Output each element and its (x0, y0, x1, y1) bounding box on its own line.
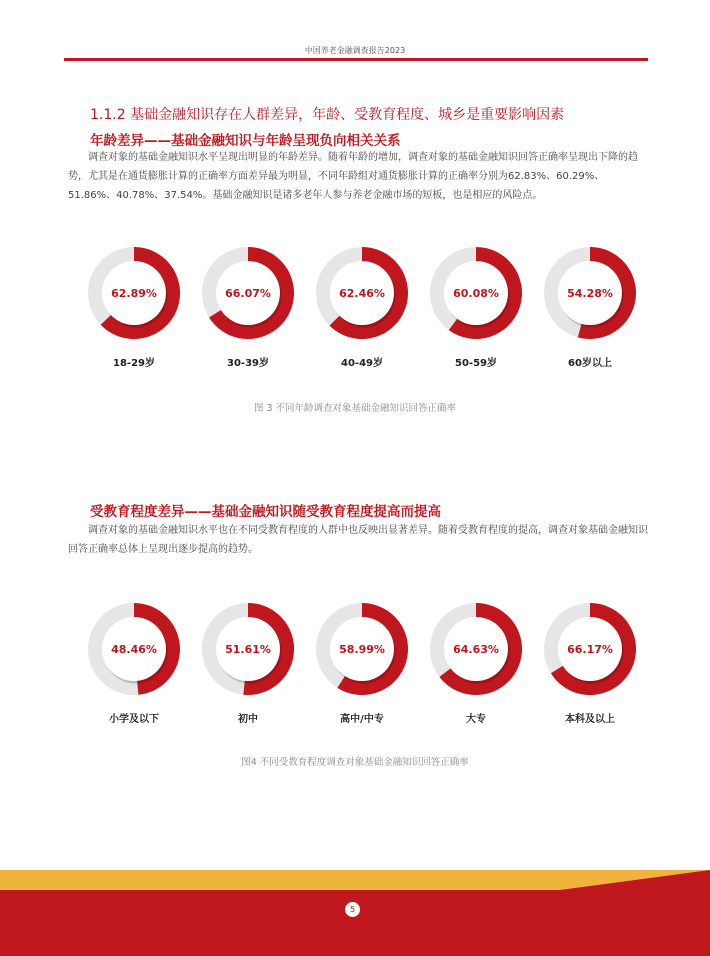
header-rule (64, 58, 648, 61)
header-title: 中国养老金融调查报告2023 (304, 46, 406, 55)
donut-svg (540, 599, 640, 699)
donut-value-label: 62.89% (111, 287, 157, 300)
donut-value-label: 54.28% (567, 287, 613, 300)
donut-value-label: 66.17% (567, 643, 613, 656)
donut-item (84, 243, 184, 373)
education-heading: 受教育程度差异——基础金融知识随受教育程度提高而提高 (90, 504, 441, 520)
donut-category-label: 50-59岁 (455, 358, 497, 369)
age-paragraph (68, 148, 648, 205)
donut-svg (84, 599, 184, 699)
donut-item (84, 599, 184, 729)
donut-svg (312, 243, 412, 343)
donut-svg (198, 243, 298, 343)
donut-category-label: 40-49岁 (341, 358, 383, 369)
donut-category-label: 高中/中专 (340, 714, 384, 725)
donut-svg (312, 599, 412, 699)
donut-value-label: 48.46% (111, 643, 157, 656)
donut-category-label: 初中 (238, 714, 258, 725)
section-heading: 1.1.2 基础金融知识存在人群差异，年龄、受教育程度、城乡是重要影响因素 (90, 107, 565, 123)
donut-category-label: 60岁以上 (568, 358, 612, 369)
donut-item (426, 243, 526, 373)
donut-item (312, 243, 412, 373)
donut-item (198, 243, 298, 373)
donut-value-label: 62.46% (339, 287, 385, 300)
donut-category-label: 小学及以下 (109, 714, 159, 725)
donut-svg (426, 243, 526, 343)
donut-value-label: 60.08% (453, 287, 499, 300)
education-paragraph (68, 521, 648, 559)
donut-svg (198, 599, 298, 699)
donut-item (540, 243, 640, 373)
donut-category-label: 30-39岁 (227, 358, 269, 369)
donut-item (426, 599, 526, 729)
donut-item (540, 599, 640, 729)
donut-svg (426, 599, 526, 699)
age-caption: 图 3 不同年龄调查对象基础金融知识回答正确率 (253, 403, 457, 414)
donut-category-label: 18-29岁 (113, 358, 155, 369)
donut-svg (540, 243, 640, 343)
donut-category-label: 大专 (466, 714, 486, 725)
education-donut-chart (68, 599, 648, 729)
donut-item (198, 599, 298, 729)
donut-value-label: 64.63% (453, 643, 499, 656)
donut-category-label: 本科及以上 (565, 714, 615, 725)
donut-svg (84, 243, 184, 343)
page-number: 5 (345, 902, 360, 917)
donut-item (312, 599, 412, 729)
donut-value-label: 58.99% (339, 643, 385, 656)
education-paragraph-text: 调查对象的基础金融知识水平也在不同受教育程度的人群中也反映出显著差异。随着受教育程度的提高，调查对象基础金融知识回答正确率总体上呈现出逐步提高的趋势。 (68, 525, 648, 555)
age-paragraph-text: 调查对象的基础金融知识水平呈现出明显的年龄差异。随着年龄的增加，调查对象的基础金融知识回答正确率呈现出下降的趋势，尤其是在通货膨胀计算的正确率方面差异最为明显，不同年龄组对通货膨胀计算的正确率分别为62.83%、60.29%、51.86%、40.78%、37.54%。基础金融知识是诸多老年人参与养老金融市场的短板，也是相应的风险点。 (68, 152, 638, 201)
education-caption: 图4 不同受教育程度调查对象基础金融知识回答正确率 (241, 757, 469, 768)
donut-value-label: 51.61% (225, 643, 271, 656)
age-donut-chart (68, 243, 648, 373)
donut-value-label: 66.07% (225, 287, 271, 300)
age-heading: 年龄差异——基础金融知识与年龄呈现负向相关关系 (90, 133, 401, 149)
